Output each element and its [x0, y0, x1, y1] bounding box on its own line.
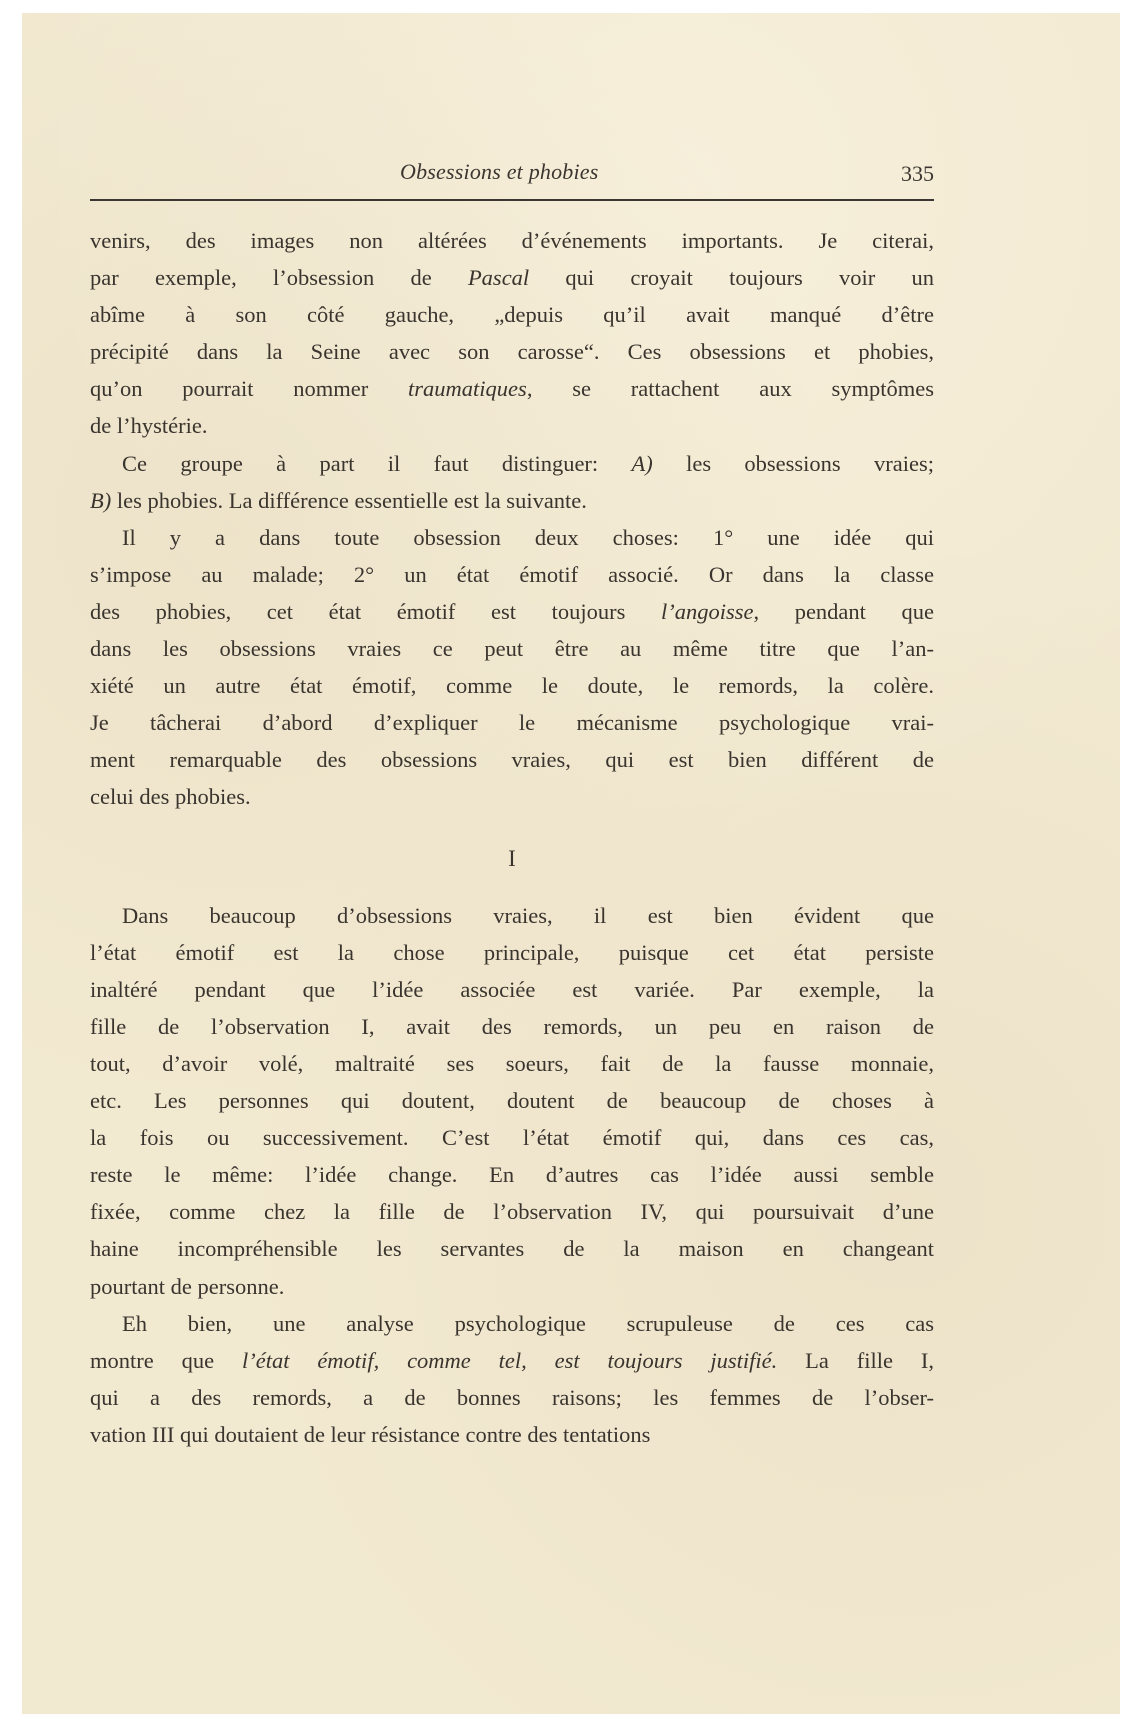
- text-line: [90, 296, 934, 333]
- text-run: l’état émotif est la chose principale, puisque cet état persiste: [90, 939, 934, 965]
- text-run: etc. Les personnes qui doutent, doutent de beaucoup de choses à: [90, 1088, 934, 1114]
- text-line: [90, 1416, 934, 1453]
- text-line: [90, 897, 934, 934]
- section-heading: I: [508, 845, 516, 871]
- text-run: Ce groupe à part il faut distinguer:: [122, 450, 632, 476]
- text-run: s’impose au malade; 2° un état émotif associé. Or dans la classe: [90, 561, 934, 587]
- italic-text: A): [631, 450, 653, 476]
- text-line: [90, 1156, 934, 1193]
- text-line: [90, 1379, 934, 1416]
- text-line: [90, 741, 934, 778]
- text-line: [90, 971, 934, 1008]
- text-line: [90, 667, 934, 704]
- italic-text: B): [90, 487, 112, 513]
- text-line: [90, 630, 934, 667]
- text-run: de l’hystérie.: [90, 413, 208, 439]
- text-before-section: [90, 222, 934, 816]
- text-run: par exemple, l’obsession de: [90, 265, 468, 291]
- text-line: [90, 934, 934, 971]
- text-run: reste le même: l’idée change. En d’autres cas l’idée aussi semble: [90, 1162, 934, 1188]
- text-run: fixée, comme chez la fille de l’observation IV, qui poursuivait d’une: [90, 1199, 934, 1225]
- body-text: [90, 222, 934, 1453]
- text-run: celui des phobies.: [90, 784, 251, 810]
- text-run: montre que: [90, 1347, 242, 1373]
- text-run: les obsessions vraies;: [652, 450, 934, 476]
- text-run: des phobies, cet état émotif est toujours: [90, 598, 661, 624]
- italic-text: traumatiques: [408, 376, 527, 402]
- text-line: [90, 1045, 934, 1082]
- text-line: [90, 1082, 934, 1119]
- text-run: qui a des remords, a de bonnes raisons; les femmes de l’obser-: [90, 1384, 934, 1410]
- text-run: abîme à son côté gauche, „depuis qu’il avait manqué d’être: [90, 302, 934, 328]
- text-run: les phobies. La différence essentielle est la suivante.: [111, 487, 587, 513]
- text-line: [90, 1119, 934, 1156]
- text-run: précipité dans la Seine avec son carosse“. Ces obsessions et phobies,: [90, 339, 934, 365]
- text-run: tout, d’avoir volé, maltraité ses soeurs, fait de la fausse monnaie,: [90, 1050, 934, 1076]
- text-run: fille de l’observation I, avait des remords, un peu en raison de: [90, 1013, 934, 1039]
- text-run: vation III qui doutaient de leur résistance contre des tentations: [90, 1421, 651, 1447]
- text-line: [90, 482, 934, 519]
- running-head-title: Obsessions et phobies: [400, 159, 599, 184]
- text-run: La fille I,: [777, 1347, 934, 1373]
- text-line: [90, 1008, 934, 1045]
- text-line: [90, 222, 934, 259]
- paragraph: [90, 222, 934, 445]
- text-line: [90, 593, 934, 630]
- text-line: [90, 778, 934, 815]
- text-run: dans les obsessions vraies ce peut être au même titre que l’an-: [90, 636, 934, 662]
- text-run: haine incompréhensible les servantes de la maison en changeant: [90, 1236, 934, 1262]
- text-run: venirs, des images non altérées d’événements importants. Je citerai,: [90, 228, 934, 253]
- text-line: [90, 259, 934, 296]
- text-run: Eh bien, une analyse psychologique scrupuleuse de ces cas: [122, 1310, 934, 1336]
- italic-text: l’angoisse: [660, 598, 754, 624]
- text-line: [90, 445, 934, 482]
- paragraph: [90, 897, 934, 1305]
- text-run: qu’on pourrait nommer: [90, 376, 409, 402]
- text-line: [90, 1305, 934, 1342]
- text-line: [90, 333, 934, 370]
- text-run: , pendant que: [753, 598, 934, 624]
- text-line: [90, 556, 934, 593]
- paragraph: [90, 519, 934, 816]
- text-line: [90, 1268, 934, 1305]
- text-run: , se rattachent aux symptômes: [526, 376, 934, 402]
- text-line: [90, 370, 934, 407]
- italic-text: l’état émotif, comme tel, est toujours justifié.: [241, 1347, 778, 1373]
- page-number: 335: [901, 161, 934, 186]
- text-run: qui croyait toujours voir un: [529, 265, 934, 291]
- text-run: ment remarquable des obsessions vraies, qui est bien différent de: [90, 747, 934, 773]
- text-line: [90, 1193, 934, 1230]
- text-run: Il y a dans toute obsession deux choses: 1° une idée qui: [122, 524, 934, 550]
- text-line: [90, 1230, 934, 1267]
- paragraph: [90, 445, 934, 519]
- text-run: xiété un autre état émotif, comme le doute, le remords, la colère.: [90, 673, 934, 699]
- text-run: Dans beaucoup d’obsessions vraies, il est bien évident que: [122, 902, 934, 928]
- text-after-section: [90, 897, 934, 1453]
- paragraph: [90, 1305, 934, 1453]
- text-run: Je tâcherai d’abord d’expliquer le mécanisme psychologique vrai-: [90, 710, 934, 736]
- text-line: [90, 519, 934, 556]
- text-line: [90, 1342, 934, 1379]
- book-page: [22, 13, 1120, 1714]
- running-head: [90, 155, 934, 201]
- text-line: [90, 407, 934, 444]
- text-run: pourtant de personne.: [90, 1273, 285, 1299]
- text-run: inaltéré pendant que l’idée associée est variée. Par exemple, la: [90, 976, 934, 1002]
- text-line: [90, 704, 934, 741]
- text-run: la fois ou successivement. C’est l’état émotif qui, dans ces cas,: [90, 1125, 934, 1151]
- italic-text: Pascal: [467, 265, 530, 291]
